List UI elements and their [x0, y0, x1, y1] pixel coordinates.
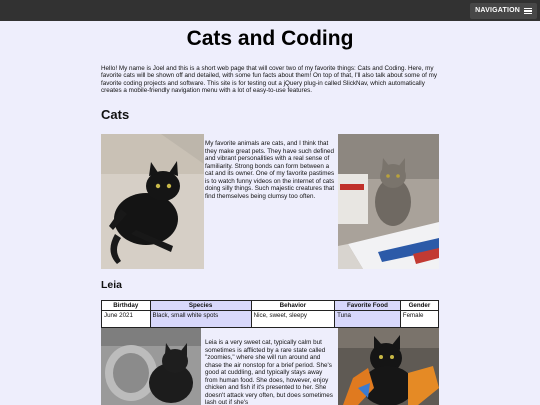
table-cell: Black, small white spots: [150, 311, 251, 328]
table-header-row: [102, 301, 439, 311]
leia-blanket-photo: [338, 328, 439, 405]
leia-heading: Leia: [101, 279, 123, 291]
leia-paragraph: Leia is a very sweet cat, typically calm but sometimes is afflicted by a rare state called "zoomies," where she will run around and chase the air nonstop for a brief period. She's good at cuddling, and typically stays away from human food. She does, however, enjoy chicken and fish if it's presented to her. She doesn't attack very often, but does sometimes lash out if she's: [205, 339, 333, 405]
leia-grayscale-photo: [101, 328, 201, 405]
navigation-button-label: NAVIGATION: [475, 7, 520, 14]
table-header-cell: Favorite Food: [335, 301, 401, 311]
table-header-cell: Birthday: [102, 301, 151, 311]
table-cell: Female: [400, 311, 438, 328]
hamburger-icon: [524, 8, 532, 14]
top-bar: [0, 0, 540, 21]
cats-heading: Cats: [101, 107, 130, 122]
table-row: [102, 311, 439, 328]
black-cat-lying-photo: [101, 134, 204, 269]
table-cell: Tuna: [335, 311, 401, 328]
table-cell: Nice, sweet, sleepy: [251, 311, 334, 328]
navigation-menu-button[interactable]: [470, 3, 537, 19]
tabby-cat-box-photo: [338, 134, 439, 269]
table-header-cell: Gender: [400, 301, 438, 311]
intro-paragraph: Hello! My name is Joel and this is a short web page that will cover two of my favorite things: Cats and Coding. Here, my favorite cats will be shown off and detailed, with some fun facts about them! On top of that, I'll also talk about some of my favorite coding projects and software. This site is for testing out a jQuery plug-in called SlickNav, which automatically creates a mobile-friendly navigation menu with a lot of easy-to-use features.: [101, 65, 438, 95]
leia-info-table: [101, 300, 439, 328]
table-cell: June 2021: [102, 311, 151, 328]
page-title: Cats and Coding: [186, 27, 354, 50]
table-header-cell: Species: [150, 301, 251, 311]
cats-paragraph: My favorite animals are cats, and I think that they make great pets. They have such defined and vibrant personalities with a real sense of familiarity. Strong bonds can form between a cat and its owner. One of my favorite pastimes is to watch funny videos on the internet of cats doing silly things. Such majestic creatures that find themselves being clumsy too often.: [205, 140, 335, 200]
table-header-cell: Behavior: [251, 301, 334, 311]
